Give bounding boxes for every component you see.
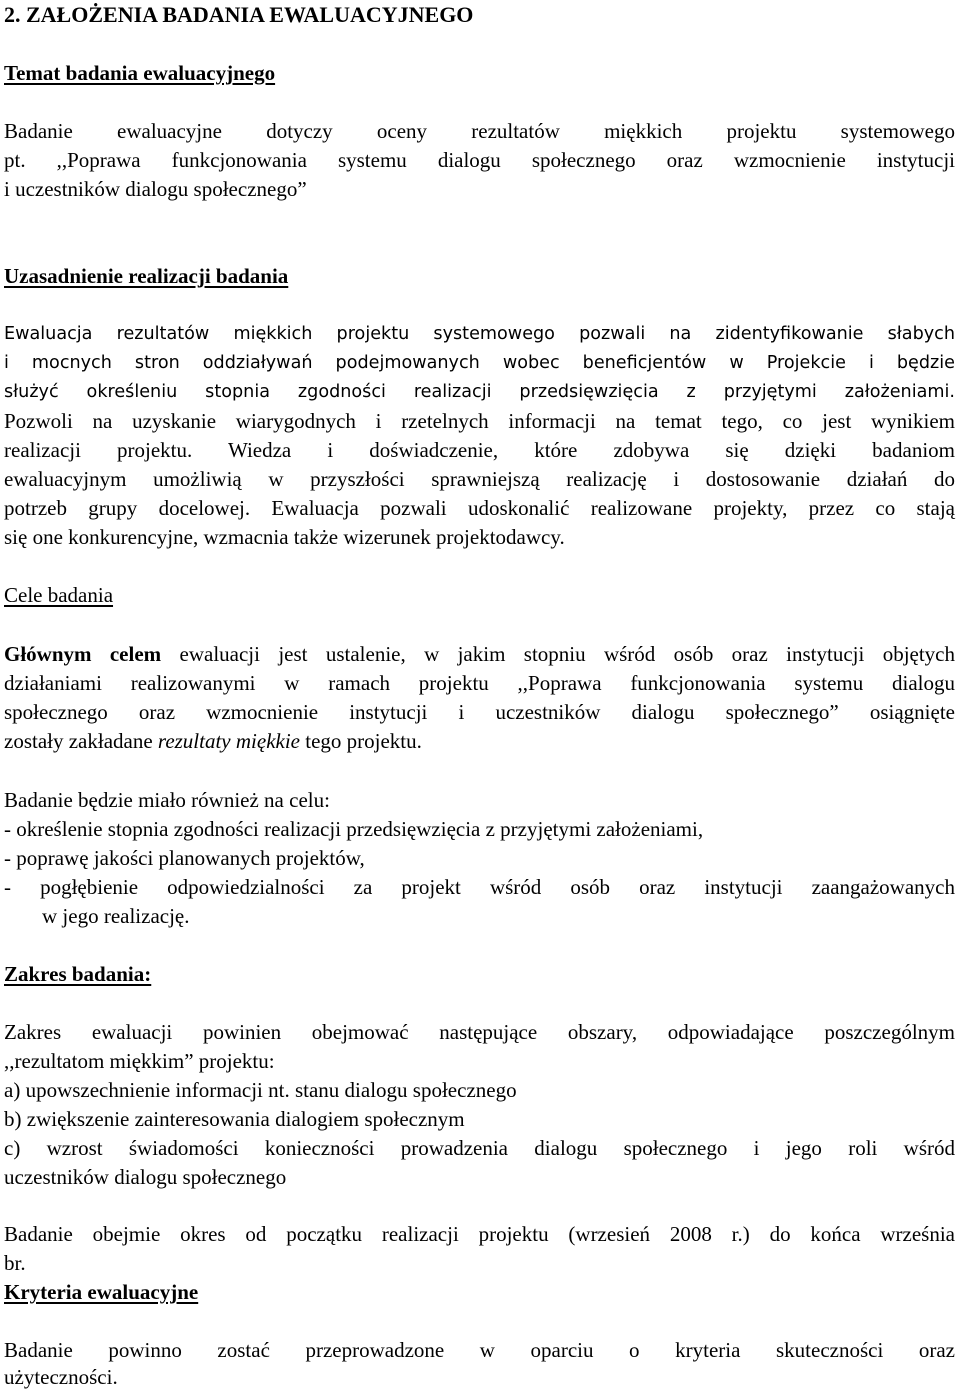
- topic-heading: Temat badania ewaluacyjnego: [4, 61, 276, 85]
- justification-line-8: się one konkurencyjne, wzmacnia także wizerunek projektodawcy.: [4, 525, 565, 549]
- scope-line-a: a) upowszechnienie informacji nt. stanu dialogu społecznego: [4, 1078, 517, 1102]
- goals-main-line-2: działaniami realizowanymi w ramach projektu ,,Poprawa funkcjonowania systemu dialogu: [4, 671, 955, 695]
- topic-line-1: Badanie ewaluacyjne dotyczy oceny rezultatów miękkich projektu systemowego: [4, 119, 955, 143]
- justification-line-7: potrzeb grupy docelowej. Ewaluacja pozwali udoskonalić realizowane projekty, przez co stają: [4, 496, 955, 520]
- scope-period-line-1: Badanie obejmie okres od początku realizacji projektu (wrzesień 2008 r.) do końca września: [4, 1222, 955, 1246]
- main-goal-bold: Głównym celem: [4, 642, 162, 666]
- main-goal-pre: zostały zakładane: [4, 729, 158, 753]
- goals-heading: Cele badania: [4, 583, 114, 607]
- goals-main-line-4: [4, 727, 955, 756]
- topic-line-3: i uczestników dialogu społecznego”: [4, 177, 307, 201]
- scope-line-c: c) wzrost świadomości konieczności prowadzenia dialogu społecznego i jego roli wśród: [4, 1136, 955, 1160]
- criteria-line-2: użyteczności.: [4, 1365, 118, 1389]
- justification-heading: Uzasadnienie realizacji badania: [4, 264, 289, 288]
- main-goal-italic: rezultaty miękkie: [157, 729, 300, 753]
- goals-also-intro: Badanie będzie miało również na celu:: [4, 788, 330, 812]
- section-heading: 2. ZAŁOŻENIA BADANIA EWALUACYJNEGO: [4, 2, 474, 27]
- main-goal-rest: ewaluacji jest ustalenie, w jakim stopniu wśród osób oraz instytucji objętych: [161, 642, 955, 666]
- goals-item-3: - pogłębienie odpowiedzialności za projekt wśród osób oraz instytucji zaangażowanych: [4, 875, 955, 899]
- goals-item-3-cont: w jego realizację.: [42, 904, 190, 928]
- criteria-heading: Kryteria ewaluacyjne: [4, 1280, 199, 1304]
- justification-line-4: Pozwoli na uzyskanie wiarygodnych i rzetelnych informacji na temat tego, co jest wynikiem: [4, 409, 955, 433]
- scope-line-1: Zakres ewaluacji powinien obejmować następujące obszary, odpowiadające poszczególnym: [4, 1020, 955, 1044]
- topic-line-2: pt. ,,Poprawa funkcjonowania systemu dialogu społecznego oraz wzmocnienie instytucji: [4, 148, 955, 172]
- scope-period-line-2: br.: [4, 1251, 26, 1275]
- justification-line-6: ewaluacyjnym umożliwią w przyszłości sprawniejszą realizację i dostosowanie działań do: [4, 467, 955, 491]
- scope-line-b: b) zwiększenie zainteresowania dialogiem społecznym: [4, 1107, 465, 1131]
- scope-heading: Zakres badania:: [4, 962, 152, 986]
- goals-main-line-1: [4, 640, 955, 669]
- scope-line-c-cont: uczestników dialogu społecznego: [4, 1165, 287, 1189]
- justification-line-5: realizacji projektu. Wiedza i doświadczenie, które zdobywa się dzięki badaniom: [4, 438, 955, 462]
- justification-line-1: Ewaluacja rezultatów miękkich projektu systemowego pozwali na zidentyfikowanie słabych: [4, 324, 955, 344]
- main-goal-post: tego projektu.: [300, 729, 422, 753]
- criteria-line-1: Badanie powinno zostać przeprowadzone w oparciu o kryteria skuteczności oraz: [4, 1338, 955, 1362]
- justification-line-3: służyć określeniu stopnia zgodności realizacji przedsięwzięcia z przyjętymi założeniami.: [4, 382, 955, 402]
- justification-line-2: i mocnych stron oddziaływań podejmowanych wobec beneficjentów w Projekcie i będzie: [4, 353, 955, 373]
- scope-line-2: ,,rezultatom miękkim” projektu:: [4, 1049, 275, 1073]
- goals-item-2: - poprawę jakości planowanych projektów,: [4, 846, 365, 870]
- goals-main-line-3: społecznego oraz wzmocnienie instytucji i uczestników dialogu społecznego” osiągnięte: [4, 700, 955, 724]
- goals-item-1: - określenie stopnia zgodności realizacji przedsięwzięcia z przyjętymi założeniami,: [4, 817, 704, 841]
